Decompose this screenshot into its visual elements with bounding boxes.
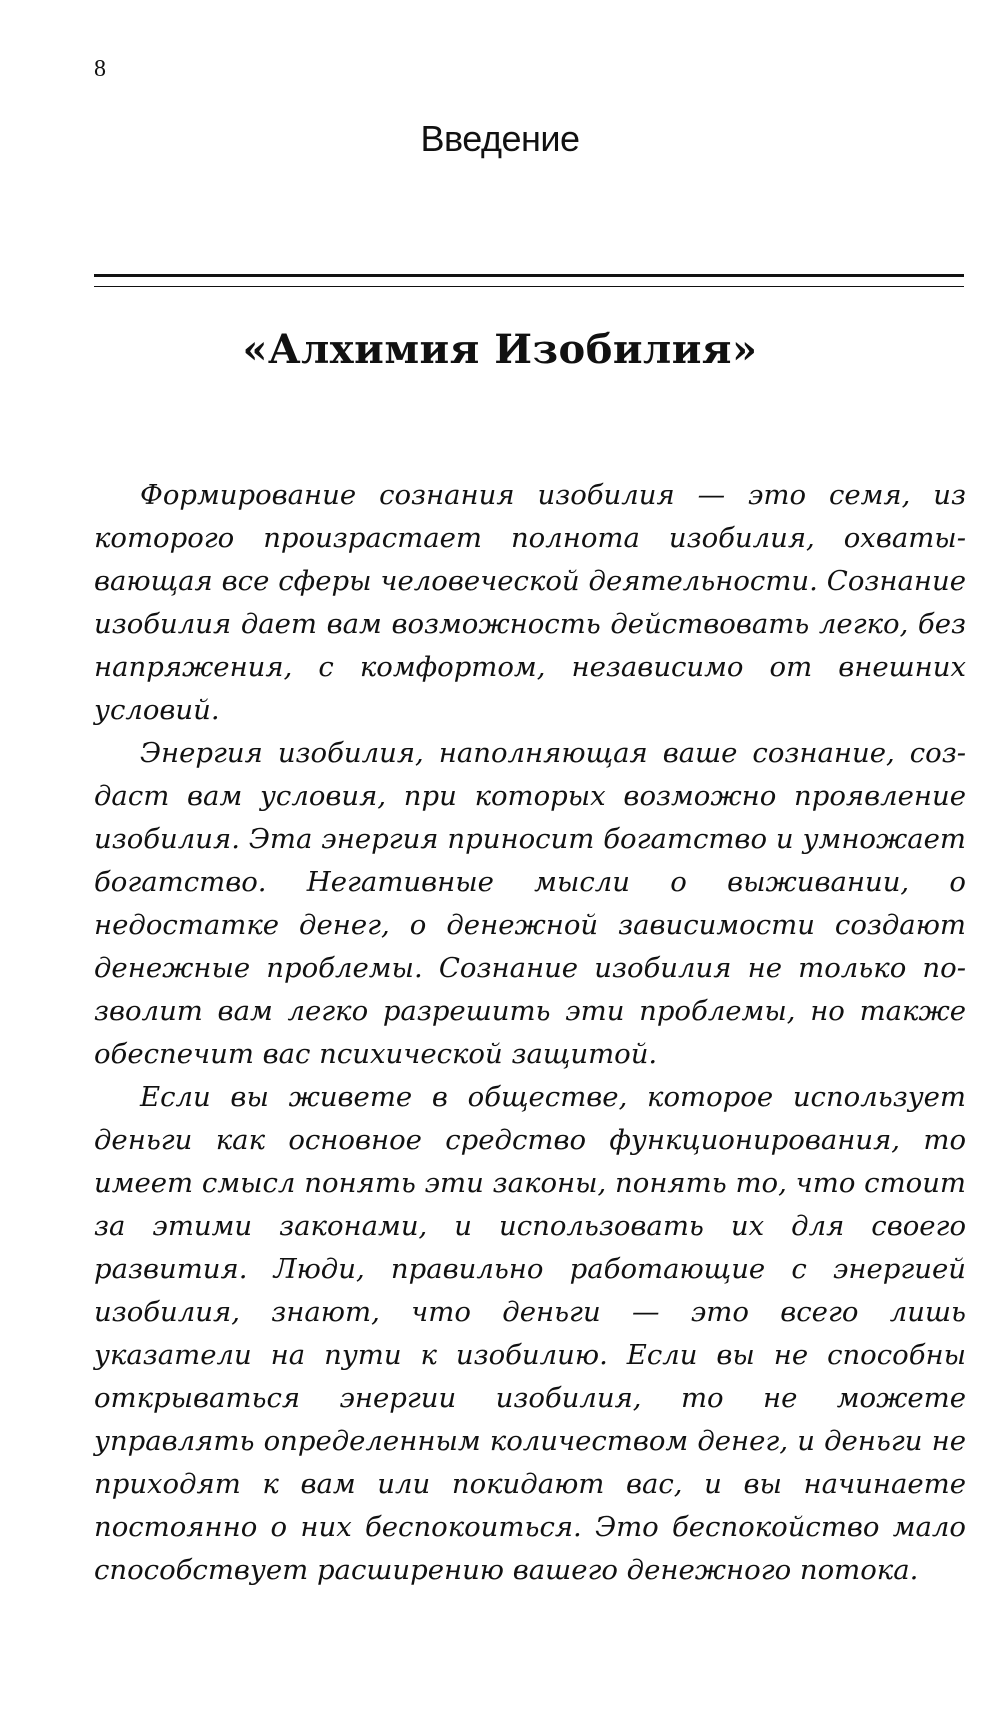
page-number: 8 xyxy=(94,56,106,82)
divider-thin xyxy=(94,286,964,287)
paragraph: Энергия изобилия, наполняющая ваше сознание, создаст вам условия, при которых возможно проявление изобилия. Эта энергия приносит богатство и умножает богатство. Негативные мысли о выживании, о недостатке денег, о денежной зависимости создают денежные проблемы. Сознание изобилия не только позволит вам легко разрешить эти проблемы, но также обеспечит вас психической защитой. xyxy=(94,737,966,1070)
chapter-title: Введение xyxy=(420,118,580,159)
divider-thick xyxy=(94,274,964,277)
paragraph: Если вы живете в обществе, которое использует деньги как основное средство функционирования, то имеет смысл понять эти законы, понять то, что стоит за этими законами, и использовать их для своего развития. Люди, правильно работающие с энергией изобилия, знают, что деньги — это всего лишь указатели на пути к изобилию. Если вы не способны открываться энергии изобилия, то не можете управлять определенным количеством денег, и деньги не приходят к вам или покидают вас, и вы начинаете постоянно о них беспокоиться. Это беспокойство мало способствует расширению вашего денежного потока. xyxy=(94,1081,966,1586)
body-text xyxy=(94,474,966,1592)
paragraph: Формирование сознания изобилия — это семя, из которого произрастает полнота изобилия, охватывающая все сферы человеческой деятельности. Сознание изобилия дает вам возможность действовать легко, без напряжения, с комфортом, независимо от внешних условий. xyxy=(94,479,966,726)
section-title: «Алхимия Изобилия» xyxy=(242,326,758,373)
